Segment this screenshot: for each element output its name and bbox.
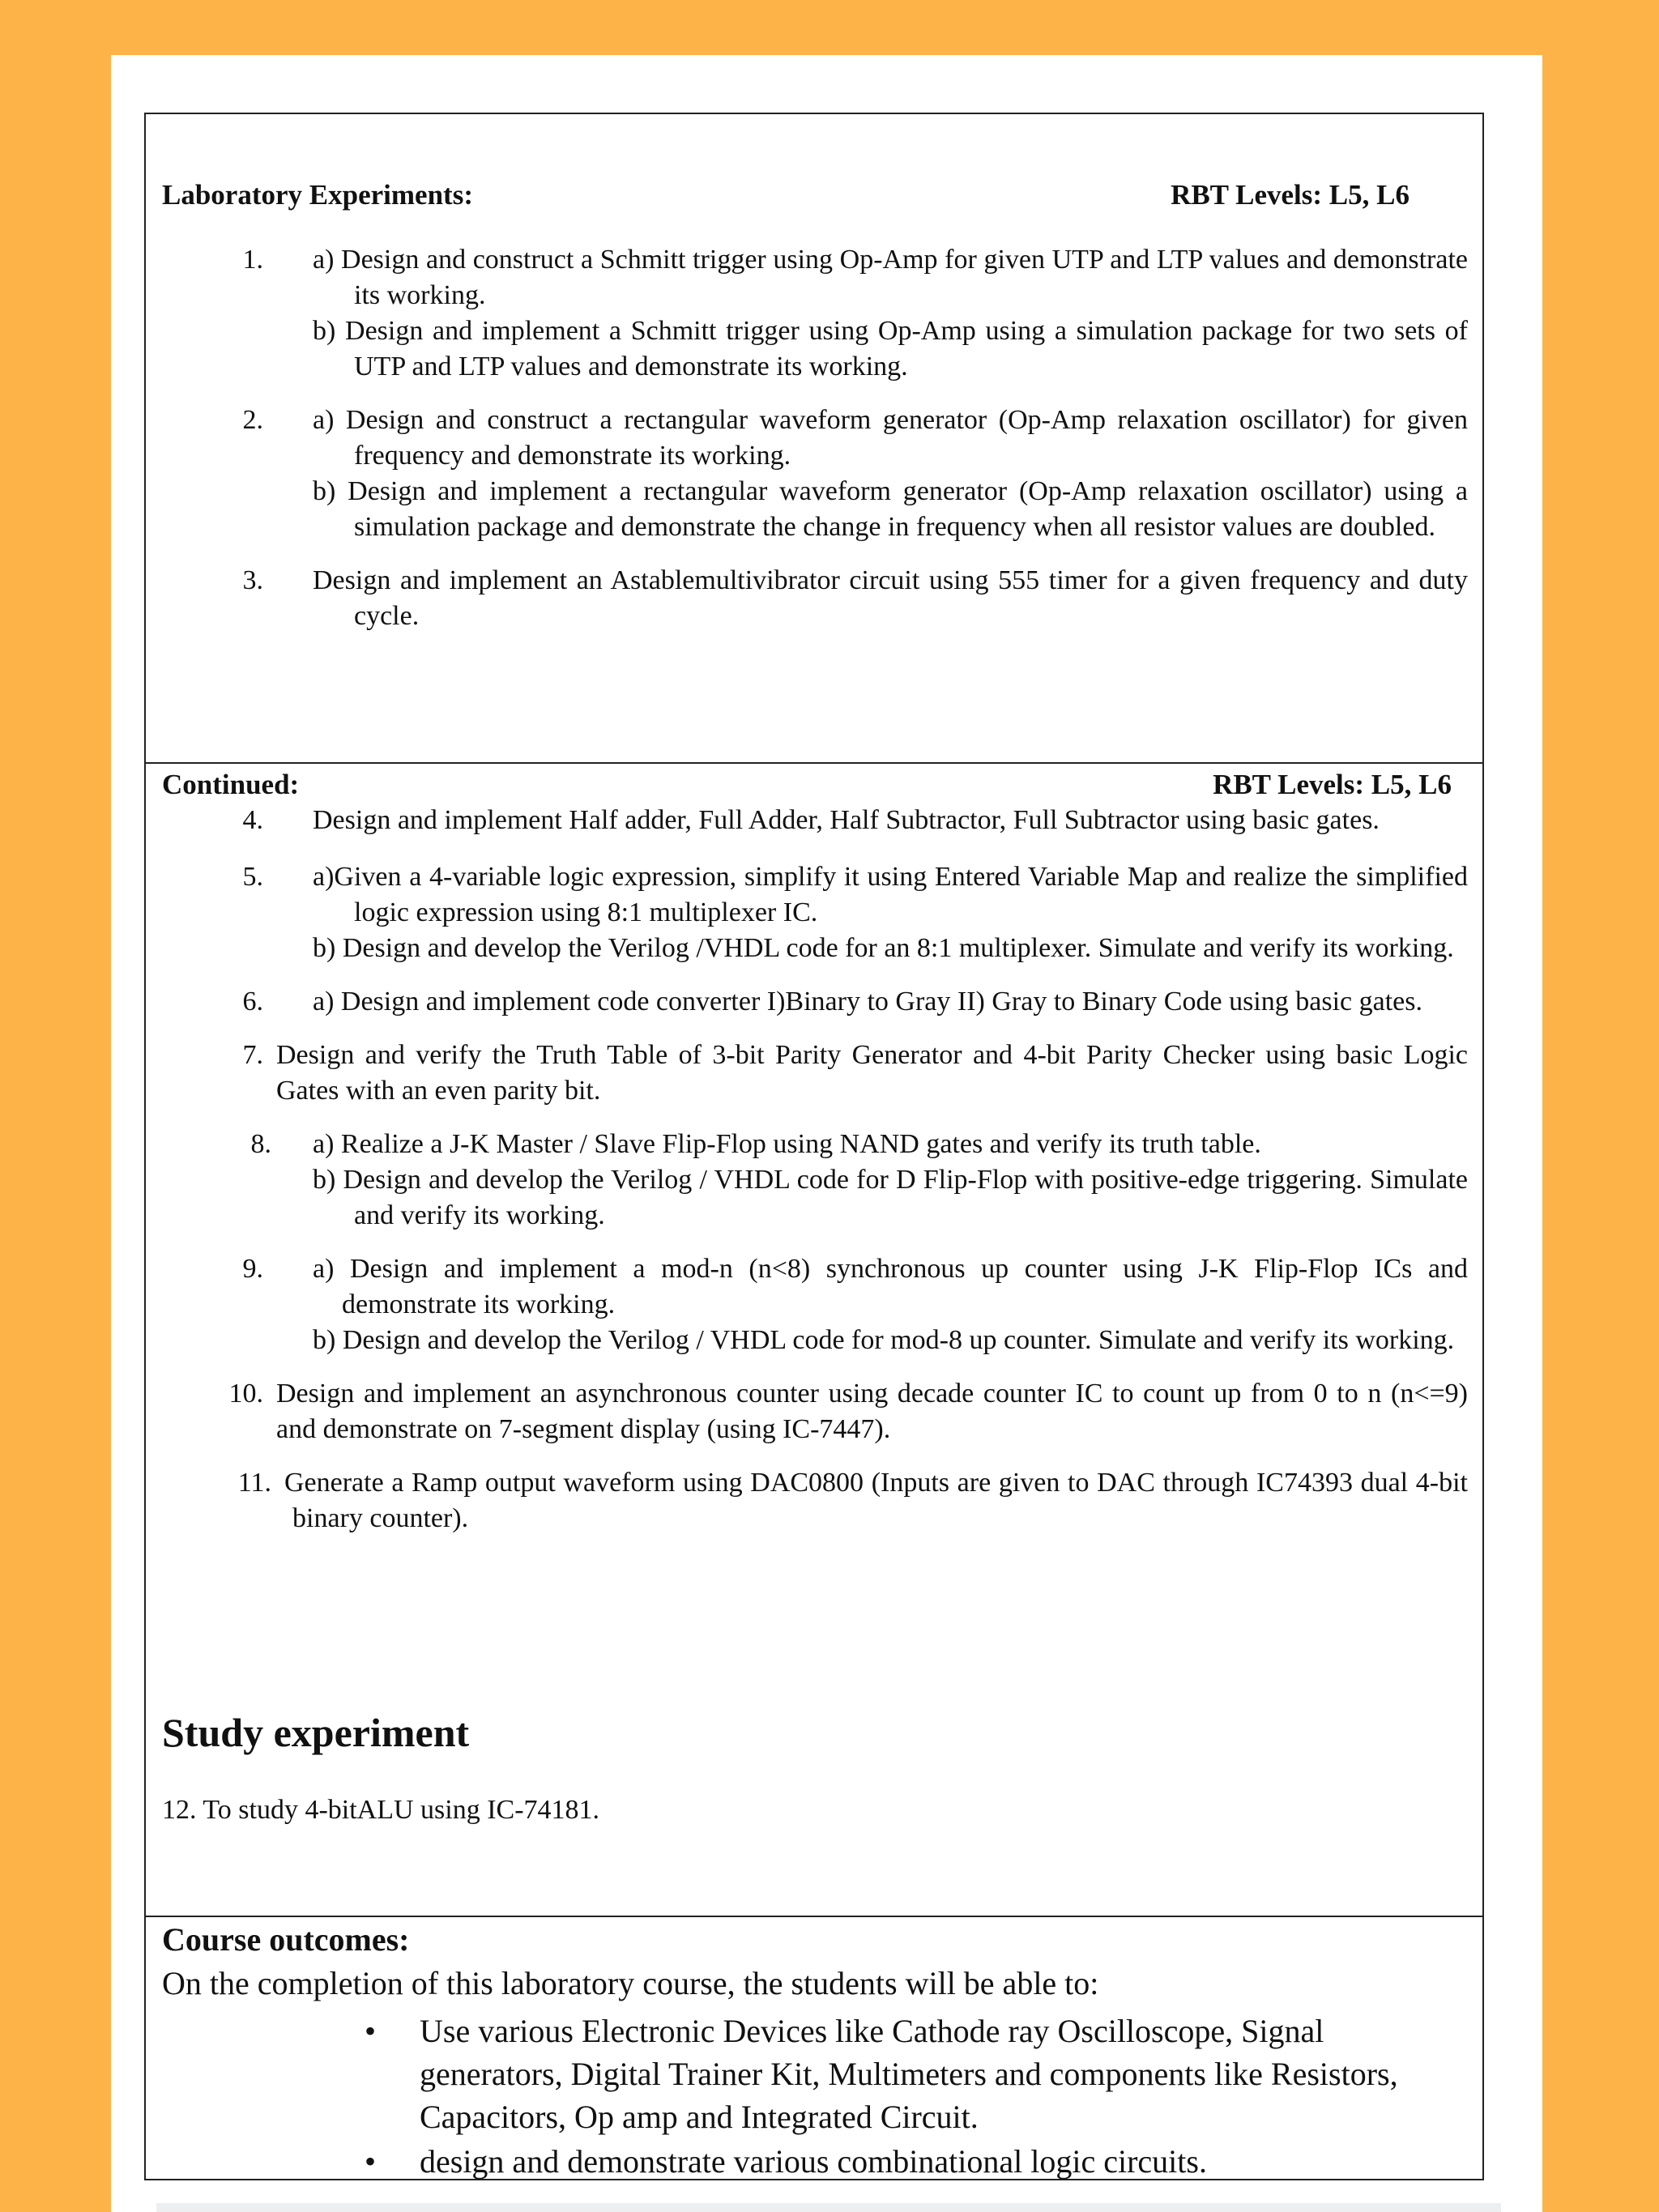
item-text-a: Design and implement an Astablemultivibrator circuit using 555 timer for a given frequency and duty cycle.: [313, 565, 1468, 631]
experiment-item-11: [237, 1465, 1482, 1536]
item-text-a: Design and implement an asynchronous counter using decade counter IC to count up from 0 to n (n<=9) and demonstrate on 7-segment display (using IC-7447).: [276, 1379, 1468, 1444]
experiment-item-4: [242, 803, 1482, 838]
item-text-b: b) Design and implement a rectangular waveform generator (Op-Amp relaxation oscillator) using a simulation package and demonstrate the change in frequency when all resistor values are doubled.: [313, 476, 1468, 542]
continued-rbt-levels: RBT Levels: L5, L6: [1213, 769, 1452, 800]
item-number: 4.: [242, 805, 263, 835]
lab-experiments-section: [146, 114, 1482, 762]
document-page: [111, 55, 1542, 2212]
experiment-item-3: [242, 563, 1482, 634]
lab-rbt-levels: RBT Levels: L5, L6: [1171, 179, 1410, 211]
item-number: 10.: [228, 1379, 263, 1409]
outcome-item: [146, 2140, 1466, 2183]
experiment-item-8: [250, 1127, 1482, 1234]
experiment-item-10: [228, 1376, 1482, 1447]
outcome-item: [146, 2010, 1466, 2138]
item-text-b: b) Design and develop the Verilog / VHDL code for mod-8 up counter. Simulate and verify its working.: [313, 1325, 1455, 1355]
continued-section: [146, 762, 1482, 1916]
item-text-a: a) Design and implement a mod-n (n<8) synchronous up counter using J-K Flip-Flop ICs and demonstrate its working.: [313, 1254, 1468, 1319]
item-number: 3.: [242, 565, 263, 595]
item-number: 7.: [242, 1040, 263, 1070]
study-experiment-item-12: 12. To study 4-bitALU using IC-74181.: [162, 1795, 600, 1825]
item-number: 8.: [250, 1129, 271, 1159]
syllabus-table: [144, 113, 1484, 2180]
lab-header: [162, 179, 1466, 211]
item-text-a: Generate a Ramp output waveform using DAC0800 (Inputs are given to DAC through IC74393 dual 4-bit binary counter).: [284, 1468, 1468, 1533]
item-text-a: a) Realize a J-K Master / Slave Flip-Flop using NAND gates and verify its truth table.: [313, 1129, 1261, 1159]
item-text-a: a) Design and construct a Schmitt trigger using Op-Amp for given UTP and LTP values and demonstrate its working.: [313, 245, 1468, 310]
outcome-text: design and demonstrate various combinational logic circuits.: [420, 2143, 1207, 2180]
course-outcomes-intro: On the completion of this laboratory course, the students will be able to:: [162, 1965, 1099, 2001]
item-text-a: a)Given a 4-variable logic expression, simplify it using Entered Variable Map and realize the simplified logic expression using 8:1 multiplexer IC.: [313, 862, 1468, 927]
experiment-item-7: [242, 1038, 1482, 1109]
item-number: 2.: [242, 405, 263, 435]
experiment-item-9: [242, 1251, 1482, 1358]
experiment-item-2: [242, 403, 1482, 545]
experiment-item-6: [242, 984, 1482, 1020]
bullet-icon: •: [365, 2013, 377, 2049]
item-number: 6.: [242, 987, 263, 1016]
study-experiment-heading: Study experiment: [162, 1710, 470, 1755]
experiment-item-1: [242, 242, 1482, 385]
page-edge-strip: [156, 2203, 1501, 2212]
lab-title: Laboratory Experiments:: [162, 179, 473, 211]
item-number: 11.: [237, 1468, 271, 1498]
item-text-a: Design and verify the Truth Table of 3-bit Parity Generator and 4-bit Parity Checker using basic Logic Gates with an even parity bit.: [276, 1040, 1468, 1106]
item-text-b: b) Design and implement a Schmitt trigger using Op-Amp using a simulation package for two sets of UTP and LTP values and demonstrate its working.: [313, 316, 1468, 381]
item-text-b: b) Design and develop the Verilog / VHDL code for D Flip-Flop with positive-edge triggering. Simulate and verify its working.: [313, 1165, 1468, 1230]
item-text-a: Design and implement Half adder, Full Adder, Half Subtractor, Full Subtractor using basic gates.: [313, 805, 1380, 835]
item-text-a: a) Design and implement code converter I)Binary to Gray II) Gray to Binary Code using basic gates.: [313, 987, 1422, 1016]
bullet-icon: •: [365, 2143, 377, 2180]
course-outcomes-title: Course outcomes:: [162, 1921, 410, 1958]
continued-title: Continued:: [162, 769, 300, 800]
item-text-b: b) Design and develop the Verilog /VHDL code for an 8:1 multiplexer. Simulate and verify its working.: [313, 933, 1454, 963]
item-number: 5.: [242, 862, 263, 892]
experiment-item-5: [242, 859, 1482, 966]
course-outcomes-section: [146, 1916, 1482, 2180]
item-number: 1.: [242, 245, 263, 275]
outcome-text: Use various Electronic Devices like Cathode ray Oscilloscope, Signal generators, Digital Trainer Kit, Multimeters and components like Resistors, Capacitors, Op amp and Integrated Circuit.: [420, 2013, 1398, 2135]
continued-header: [162, 769, 1466, 801]
item-number: 9.: [242, 1254, 263, 1284]
item-text-a: a) Design and construct a rectangular waveform generator (Op-Amp relaxation oscillator) for given frequency and demonstrate its working.: [313, 405, 1468, 471]
